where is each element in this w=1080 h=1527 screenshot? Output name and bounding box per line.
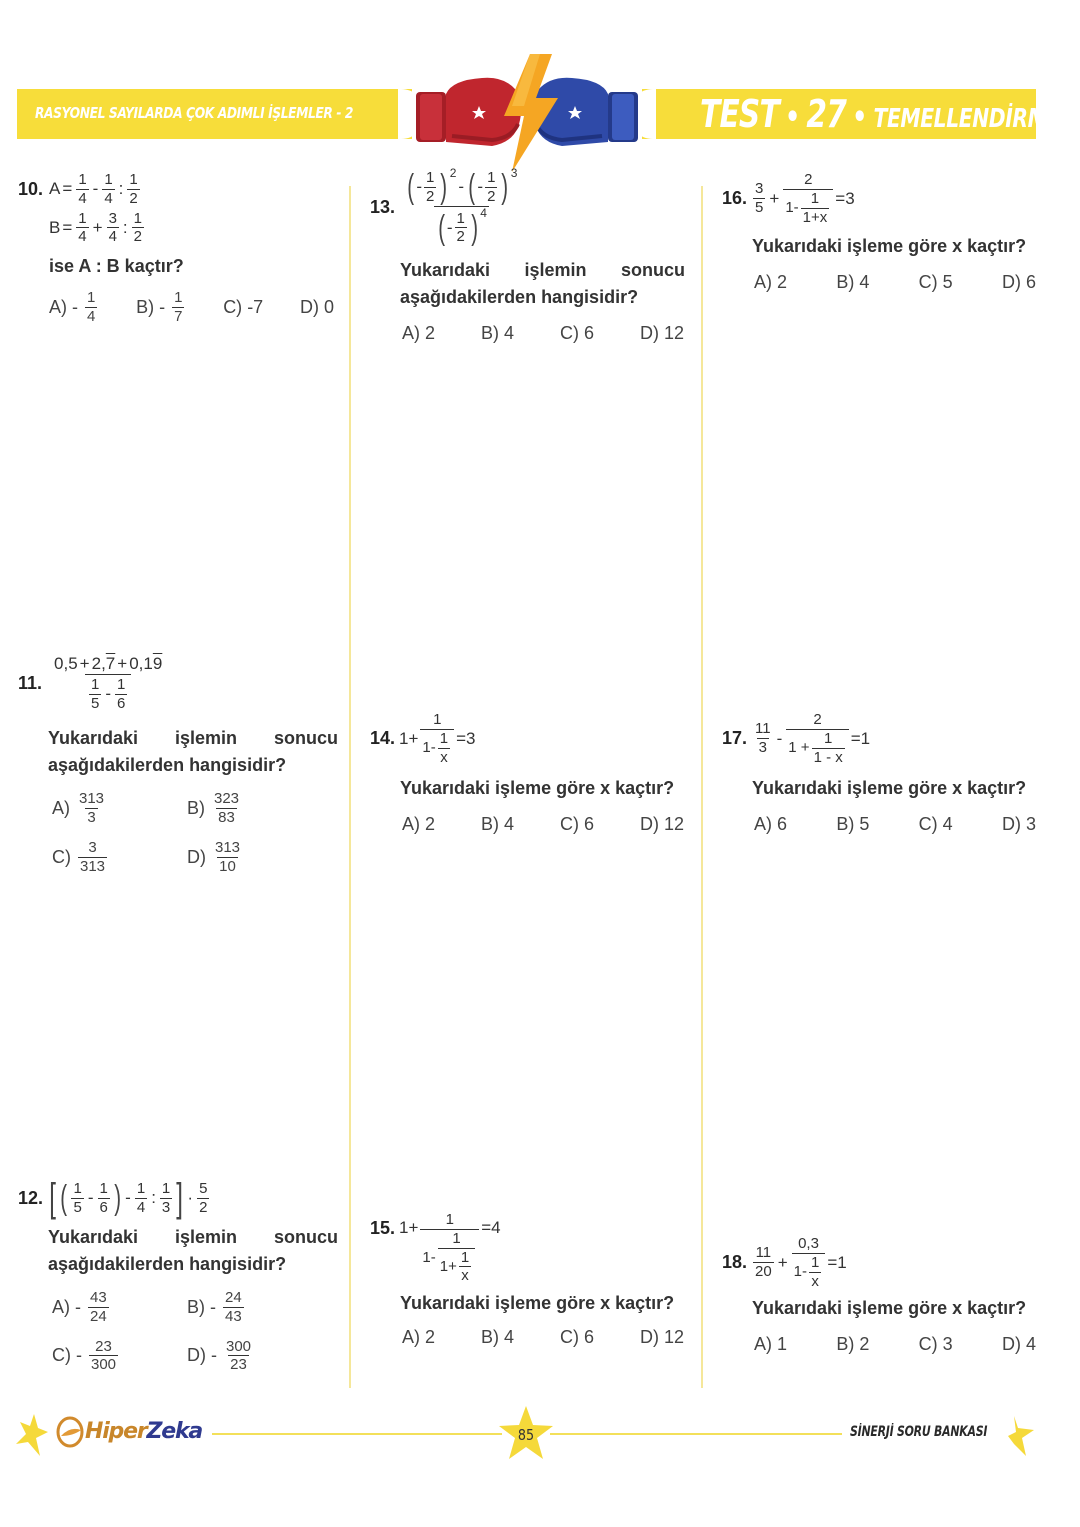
boxing-gloves-lightning-icon	[412, 50, 642, 175]
question-14	[370, 712, 688, 835]
option-d[interactable]: D) 3	[1001, 814, 1036, 835]
question-prompt: Yukarıdaki işleme göre x kaçtır?	[752, 236, 1027, 257]
answer-options	[754, 1334, 1036, 1355]
question-prompt: Yukarıdaki işleme göre x kaçtır?	[752, 1298, 1027, 1319]
expression: 0,5 + 2,7 + 0,19 $\frac{1}{5}$ - $\frac{1}{6}$	[54, 654, 163, 712]
expression: 1+ 1 1- 1 1+ $\frac{1}{x}$ =4	[399, 1211, 501, 1285]
option-b[interactable]: B) - $\frac{24}{43}$	[187, 1289, 242, 1325]
footer-divider-right	[550, 1433, 842, 1435]
option-c[interactable]: C) 3	[918, 1334, 953, 1355]
answer-options	[402, 323, 684, 344]
option-a[interactable]: A) $\frac{313}{3}$	[52, 790, 105, 827]
expression: $\frac{11}{3}$ - 2 1 + $\frac{1}{1 - x}$ =1	[755, 711, 871, 766]
option-d[interactable]: D) 12	[639, 323, 684, 343]
star-left-icon	[14, 1412, 50, 1460]
star-right-icon	[1004, 1412, 1038, 1460]
question-prompt: Yukarıdaki işlemin sonucu aşağıdakilerden hangisidir?	[48, 1227, 338, 1274]
question-number: 16.	[722, 188, 748, 209]
answer-options	[52, 791, 322, 874]
option-b[interactable]: B) 5	[836, 814, 870, 835]
header-test-title: TEST • 27 • TEMELLENDİRME	[700, 92, 1061, 136]
answer-options	[754, 814, 1036, 835]
option-d[interactable]: D) 12	[639, 814, 684, 835]
option-c[interactable]: C) $\frac{3}{313}$	[52, 838, 106, 875]
question-12	[18, 1178, 338, 1373]
option-b[interactable]: B) 4	[480, 814, 514, 835]
option-b[interactable]: B) 4	[836, 272, 870, 293]
test-label: TEST	[700, 92, 779, 136]
option-a[interactable]: A) 2	[402, 1327, 436, 1347]
column-divider-2	[701, 186, 703, 1388]
option-d[interactable]: D) $\frac{313}{10}$	[187, 838, 241, 875]
question-prompt: Yukarıdaki işlemin sonucu aşağıdakilerden hangisidir?	[48, 728, 338, 776]
option-d[interactable]: D) 0	[299, 296, 334, 317]
question-prompt: Yukarıdaki işleme göre x kaçtır?	[400, 778, 675, 799]
series-title: SİNERJİ SORU BANKASI	[850, 1424, 988, 1440]
answer-options	[402, 1327, 684, 1348]
question-13	[370, 165, 688, 344]
option-b[interactable]: B) 2	[836, 1334, 870, 1355]
option-d[interactable]: D) - $\frac{300}{23}$	[187, 1337, 252, 1374]
question-11	[18, 655, 338, 874]
column-divider-1	[349, 186, 351, 1388]
question-17	[722, 712, 1040, 835]
expression-b: B = $\frac{1}{4}$ + $\frac{3}{4}$ : $\frac{1}{2}$	[49, 209, 142, 246]
option-c[interactable]: C) 6	[559, 1327, 594, 1347]
question-number: 11.	[18, 672, 43, 693]
option-a[interactable]: A) 2	[754, 272, 788, 293]
answer-options	[754, 272, 1036, 293]
egg-logo-icon	[55, 1414, 85, 1448]
option-a[interactable]: A) - $\frac{1}{4}$	[49, 289, 96, 325]
question-number: 13.	[370, 197, 396, 217]
option-c[interactable]: C) 6	[559, 323, 594, 343]
option-c[interactable]: C) 4	[918, 814, 953, 835]
option-a[interactable]: A) - $\frac{43}{24}$	[52, 1289, 107, 1325]
question-number: 14.	[370, 728, 396, 749]
expression: 1+ 1 1- $\frac{1}{x}$ =3	[399, 711, 476, 766]
option-c[interactable]: C) -7	[223, 296, 264, 317]
option-b[interactable]: B) 4	[480, 1327, 514, 1347]
option-a[interactable]: A) 2	[402, 814, 436, 835]
option-b[interactable]: B) 4	[480, 323, 514, 343]
page-number: 85	[517, 1426, 535, 1444]
option-b[interactable]: B) $\frac{323}{83}$	[187, 790, 240, 827]
question-prompt: Yukarıdaki işlemin sonucu aşağıdakilerden hangisidir?	[400, 260, 685, 307]
header-topic: RASYONEL SAYILARDA ÇOK ADIMLI İŞLEMLER - 2	[35, 104, 354, 122]
answer-options	[49, 290, 334, 325]
question-16	[722, 172, 1040, 293]
expression: $\frac{11}{20}$ + 0,3 1- $\frac{1}{x}$ =1	[755, 1235, 847, 1290]
expression: ( - $\frac{1}{2}$ ) $^2$ - ( - $\frac{1}{2}$ ) $^3$ ( - $\frac{1}{2}$ ) $^4$	[407, 165, 518, 247]
option-d[interactable]: D) 6	[1001, 272, 1036, 293]
option-d[interactable]: D) 4	[1001, 1334, 1036, 1355]
answer-options	[52, 1290, 322, 1373]
option-a[interactable]: A) 6	[754, 814, 788, 835]
question-10	[18, 172, 338, 325]
brand-logo: HiperZeka	[55, 1414, 202, 1448]
answer-options	[402, 814, 684, 835]
expression: [ ( $\frac{1}{5}$ - $\frac{1}{6}$ ) - $\frac{1}{4}$ : $\frac{1}{3}$ ] · $\frac{5}{2}$	[49, 1176, 208, 1220]
option-a[interactable]: A) 2	[402, 323, 436, 343]
question-number: 15.	[370, 1218, 396, 1238]
footer-divider-left	[212, 1433, 502, 1435]
option-c[interactable]: C) 5	[918, 272, 953, 293]
expression: $\frac{3}{5}$ + 2 1- $\frac{1}{1+x}$ =3	[755, 171, 855, 226]
question-15	[370, 1212, 688, 1348]
question-number: 12.	[18, 1187, 44, 1208]
test-level: TEMELLENDİRME	[873, 104, 1061, 134]
option-b[interactable]: B) - $\frac{1}{7}$	[136, 289, 183, 325]
test-number: 27	[806, 92, 847, 136]
option-a[interactable]: A) 1	[754, 1334, 788, 1355]
question-prompt: ise A : B kaçtır?	[49, 256, 184, 276]
question-number: 17.	[722, 728, 748, 749]
question-18	[722, 1236, 1040, 1355]
question-prompt: Yukarıdaki işleme göre x kaçtır?	[752, 778, 1027, 799]
question-prompt: Yukarıdaki işleme göre x kaçtır?	[400, 1293, 675, 1313]
option-d[interactable]: D) 12	[639, 1327, 684, 1347]
option-c[interactable]: C) 6	[559, 814, 594, 835]
option-c[interactable]: C) - $\frac{23}{300}$	[52, 1337, 117, 1374]
expression-a: A = $\frac{1}{4}$ - $\frac{1}{4}$ : $\frac{1}{2}$	[49, 171, 138, 207]
question-number: 18.	[722, 1252, 748, 1273]
question-number: 10.	[18, 178, 44, 199]
